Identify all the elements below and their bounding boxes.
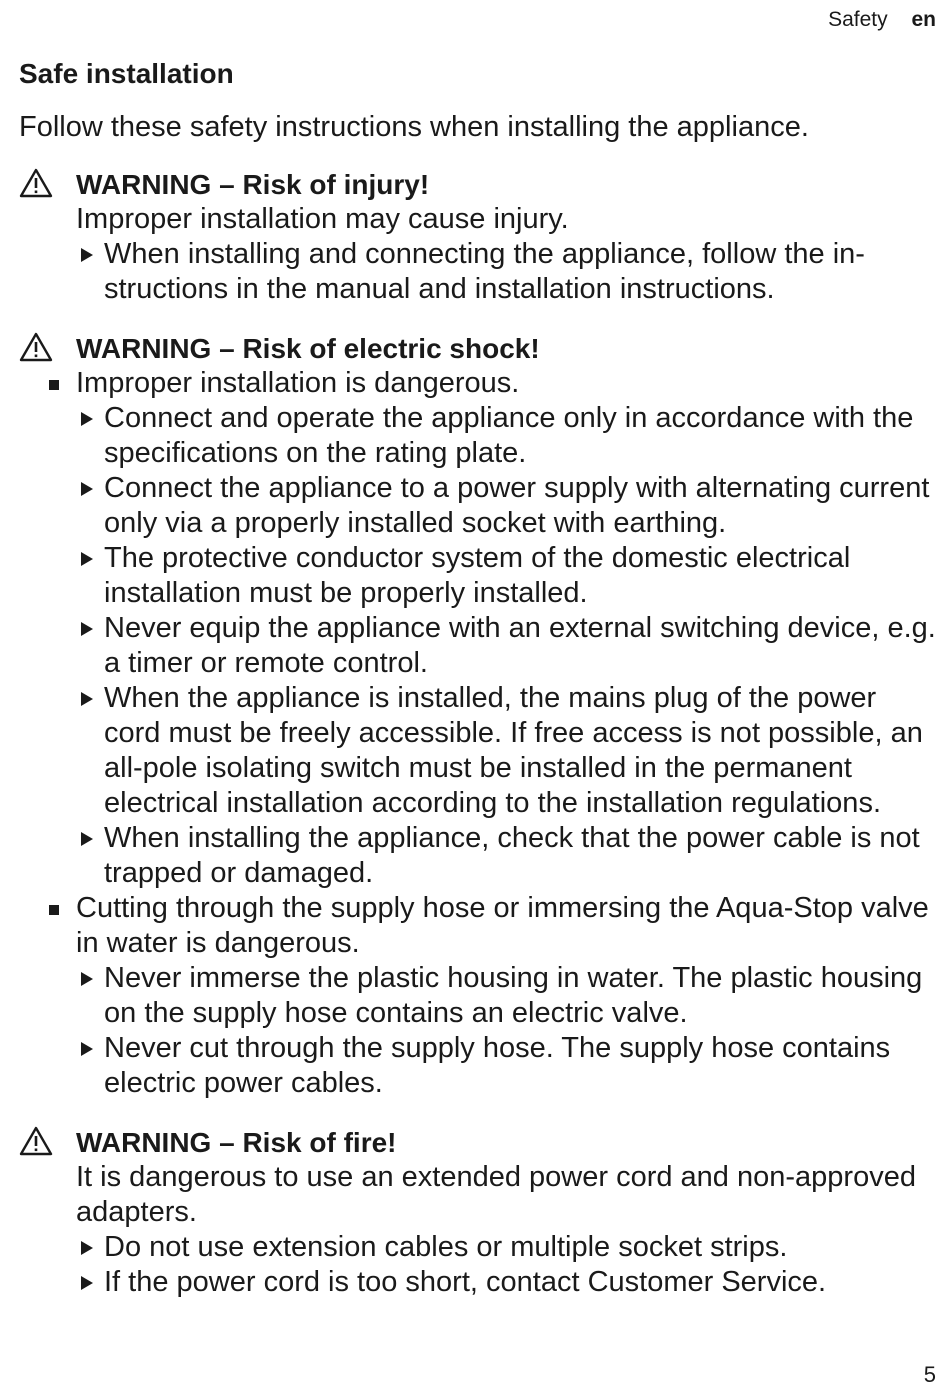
warning-electric-shock <box>19 331 939 1101</box>
bullet-item: Cutting through the supply hose or immersing the Aqua-Stop valve in water is dangerous. <box>76 891 939 961</box>
warning-title-text: WARNING – Risk of injury! <box>76 169 430 200</box>
bullet-item: Improper installation is dangerous. <box>76 366 939 401</box>
page-content <box>19 56 939 1324</box>
warning-injury <box>19 167 939 307</box>
page-number: 5 <box>923 1362 936 1387</box>
warning-title-text: WARNING – Risk of fire! <box>76 1127 397 1158</box>
instruction-step: When the appliance is installed, the mains plug of the power cord must be freely accessible. If free access is not possible, an all-pole isolating switch must be installed in the permanent electrical installation according to the installation regulations. <box>76 681 939 821</box>
instruction-step: Do not use extension cables or multiple socket strips. <box>76 1230 939 1265</box>
warning-triangle-icon <box>19 168 53 198</box>
header-language: en <box>911 8 936 31</box>
instruction-step: Connect the appliance to a power supply with alternating current only via a properly installed socket with earthing. <box>76 471 939 541</box>
warning-triangle-icon <box>19 1126 53 1156</box>
instruction-step: If the power cord is too short, contact Customer Service. <box>76 1265 939 1300</box>
instruction-step: The protective conductor system of the domestic electrical installation must be properly installed. <box>76 541 939 611</box>
running-header <box>828 8 936 32</box>
instruction-step: Connect and operate the appliance only in accordance with the specifications on the rating plate. <box>76 401 939 471</box>
warning-title <box>19 167 939 202</box>
warning-fire <box>19 1125 939 1300</box>
instruction-step: When installing and connecting the appliance, follow the instructions in the manual and installation instructions. <box>76 237 939 307</box>
warning-title-text: WARNING – Risk of electric shock! <box>76 333 540 364</box>
instruction-step: Never immerse the plastic housing in water. The plastic housing on the supply hose contains an electric valve. <box>76 961 939 1031</box>
warning-text: Improper installation may cause injury. <box>76 203 569 235</box>
section-title: Safe installation <box>19 58 234 89</box>
instruction-step: Never equip the appliance with an external switching device, e.g. a timer or remote control. <box>76 611 939 681</box>
instruction-step: Never cut through the supply hose. The supply hose contains electric power cables. <box>76 1031 939 1101</box>
warning-triangle-icon <box>19 332 53 362</box>
warning-title <box>19 1125 939 1160</box>
warning-text: It is dangerous to use an extended power cord and non-approved adapters. <box>76 1161 916 1228</box>
instruction-step: When installing the appliance, check that the power cable is not trapped or damaged. <box>76 821 939 891</box>
intro-text: Follow these safety instructions when installing the appliance. <box>19 111 809 143</box>
warning-title <box>19 331 939 366</box>
header-section: Safety <box>828 8 888 31</box>
